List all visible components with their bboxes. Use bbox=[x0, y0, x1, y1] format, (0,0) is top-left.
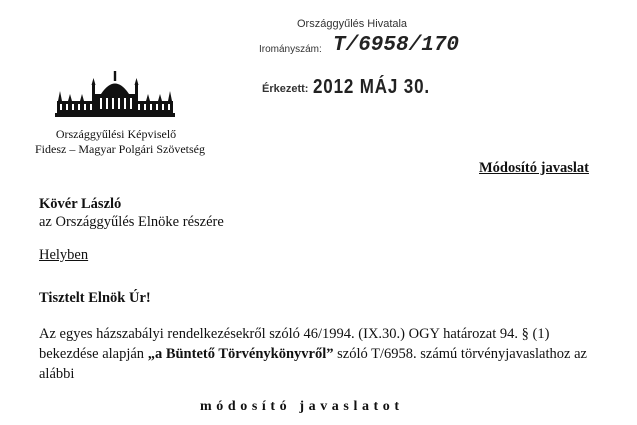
stamp-received-date: 2012 MÁJ 30. bbox=[313, 76, 430, 98]
law-title: „a Büntető Törvénykönyvről” bbox=[147, 346, 334, 362]
body-line-3: alábbi bbox=[39, 366, 75, 382]
stamp-received-label: Érkezett: bbox=[262, 83, 309, 95]
salutation: Tisztelt Elnök Úr! bbox=[39, 290, 151, 306]
org-line-2: Fidesz – Magyar Polgári Szövetség bbox=[35, 142, 205, 156]
stamp-office: Országgyűlés Hivatala bbox=[297, 18, 408, 30]
document-type-heading: Módosító javaslat bbox=[479, 160, 589, 176]
body-line-2-end: szóló T/6958. számú törvényjavaslathoz az bbox=[333, 346, 587, 362]
closing-heading: módosító javaslatot bbox=[200, 399, 404, 414]
parliament-building-logo bbox=[55, 70, 175, 120]
recipient-name: Kövér László bbox=[39, 196, 122, 212]
stamp-reg-value: T/6958/170 bbox=[333, 34, 460, 57]
body-line-2-start: bekezdése alapján bbox=[39, 346, 148, 362]
body-line-1: Az egyes házszabályi rendelkezésekről szóló 46/1994. (IX.30.) OGY határozat 94. § (1) bbox=[39, 326, 550, 342]
org-line-1: Országgyűlési Képviselő bbox=[55, 127, 177, 141]
recipient-role: az Országgyűlés Elnöke részére bbox=[39, 214, 224, 230]
stamp-reg-label: Irományszám: bbox=[259, 44, 322, 55]
recipient-place: Helyben bbox=[39, 247, 89, 263]
body-line-2 bbox=[39, 344, 587, 365]
